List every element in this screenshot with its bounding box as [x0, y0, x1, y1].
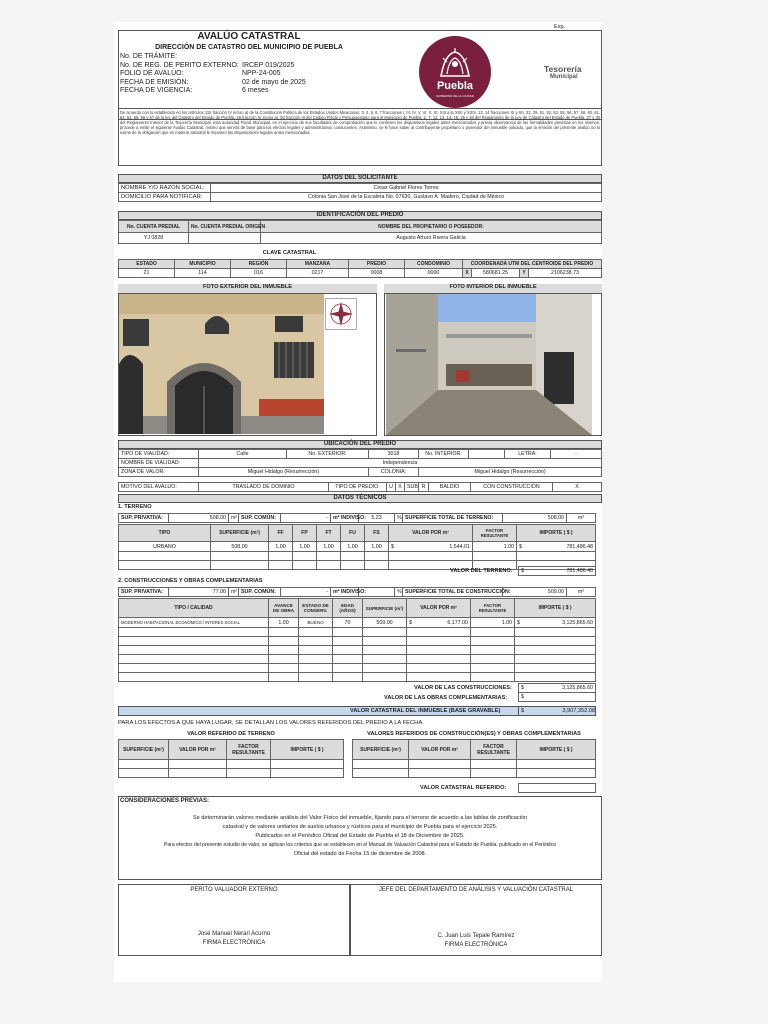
valor-constr-dollar: $ [521, 685, 524, 691]
colonia-label: COLONIA: [369, 468, 419, 477]
tipo-vialidad-value: Calle [199, 450, 287, 459]
valor-construcciones-label: VALOR DE LAS CONSTRUCCIONES: [414, 685, 512, 691]
constr-h-tipo: TIPO / CALIDAD [119, 599, 269, 618]
valor-constr-amount: 3,125,865.60 [562, 685, 593, 691]
tipo-predio-u: U [387, 483, 396, 492]
constr-sup-comun-value: - [281, 588, 331, 597]
ref-constr-h-valor: VALOR POR m² [409, 740, 471, 760]
m2-unit: m² [229, 514, 239, 523]
region-value: 016 [231, 269, 287, 278]
valor-constr-value [519, 684, 596, 693]
constr-pct-unit: % [395, 588, 403, 597]
constr-h-estado: ESTADO DE CONSERV. [299, 599, 333, 618]
terreno-importe-dollar: $ [519, 543, 522, 550]
tipo-predio-sub: SUB [405, 483, 419, 492]
puebla-logo [419, 36, 491, 108]
sup-privativa-label: SUP. PRIVATIVA: [119, 514, 169, 523]
constr-sup-comun-label: SUP. COMÚN: [239, 588, 281, 597]
zona-valor-value: Miguel Hidalgo (Resurrección) [199, 468, 369, 477]
sup-total-label: SUPERFICIE TOTAL DE TERRENO: [403, 514, 503, 523]
no-interior-label: No. INTERIOR: [419, 450, 469, 459]
constr-sup: 509.00 [363, 618, 407, 628]
cuenta-origen-value [189, 233, 261, 244]
vigencia-label: FECHA DE VIGENCIA: [120, 87, 193, 95]
legal-text: De acuerdo con lo establecido en los artículos 115 fracción IV inciso a) de la Constitución Política de los Estados Unidos Mexicanos, 3, 4, 5, 6, 7 fracciones I, III, IV, V, VI, X, XI, XIII a la XXII y XXIV, 13, 14 fracciones XI y XII, 23, 29, 51, 52, 53, 55, 56, 57, 58, 60, 61, 63, 64, 65, 66 y 67 de la ley del Catastro del Estado de Puebla, 28 fracción IV inciso a), 50 fracción III del Código Fiscal y Presupuestario para el Municipio de Puebla; 2, 7, 12, 13, 14, 15, 25 y 26 del Reglamento de la Ley de Catastro del Estado de Puebla, 27 y 30 del Reglamento Interior de la Tesorería Municipal, esta autoridad Fiscal Municipal, en el ejercicio de sus facultades de comprobación que le confieren los dispositivos legales antes mencionados y previa observancia de las formalidades previstas en los mismos, procede a emitir el siguiente Avalúo Catastral, mismo que servirá de base para los efectos legales y administrativos conducentes. Asimismo, se le hace saber al contribuyente propietario o poseedor del inmueble valuado, que la emisión del presente avalúo no lo exime de la obligación que en materia catastral le imponen las disposiciones legales antes mencionadas. [120, 110, 600, 135]
utm-y-label: Y [520, 269, 529, 278]
exterior-photo-title: FOTO EXTERIOR DEL INMUEBLE [118, 284, 377, 294]
municipio-header: MUNICIPIO [175, 260, 231, 269]
terreno-h-ft: FT [317, 525, 341, 542]
constr-m2-unit-2: m² [567, 588, 596, 597]
indiviso-label: m² INDIVISO: [331, 514, 359, 523]
predio-value: 0008 [349, 269, 405, 278]
terreno-h-valor: VALOR POR m² [389, 525, 473, 542]
motivo-table [118, 482, 602, 492]
predio-header-cell: PREDIO [349, 260, 405, 269]
valor-catastral-dollar: $ [521, 708, 525, 714]
predio-table [118, 220, 602, 244]
constr-sup-total-label: SUPERFICIE TOTAL DE CONSTRUCCIÓN: [403, 588, 503, 597]
logo-tagline: GOBIERNO DE LA CIUDAD [436, 94, 474, 98]
terreno-h-fs: FS [365, 525, 389, 542]
no-exterior-value: 3018 [369, 450, 419, 459]
consideracion-line-3: Publicados en el Periódico Oficial del Estado de Puebla el 18 de Diciembre de 2025. [255, 833, 465, 839]
ref-constr-h-sup: SUPERFICIE (m²) [353, 740, 409, 760]
valor-catastral-value: 3,907,352.08 [562, 708, 595, 714]
valor-referido-value [519, 784, 596, 793]
referido-terreno-table [118, 739, 344, 778]
valor-referido-box [518, 783, 596, 793]
terreno-h-tipo: TIPO [119, 525, 211, 542]
consideracion-line-1: Se determinarán valores mediante análisis del Valor Físico del inmueble, fijando para el terreno de acuerdo a las tablas de zonificación [192, 815, 528, 821]
valor-obras-label: VALOR DE LAS OBRAS COMPLEMENTARIAS: [384, 695, 508, 701]
ref-terreno-h-factor: FACTOR RESULTANTE [227, 740, 271, 760]
referido-constr-table [352, 739, 596, 778]
exterior-photo-image [119, 294, 324, 434]
valor-obras-dollar: $ [521, 694, 524, 700]
valor-terreno-label: VALOR DEL TERRENO: [450, 568, 513, 574]
jefe-signature-note: FIRMA ELECTRÓNICA [444, 942, 508, 948]
vigencia-value: 6 meses [242, 87, 269, 95]
condominio-header: CONDOMINIO [405, 260, 463, 269]
consideraciones-lines [118, 814, 602, 859]
tramite-value [242, 53, 306, 62]
ubicacion-title: UBICACIÓN DEL PREDIO [323, 441, 397, 447]
constr-sup-table [118, 587, 596, 597]
motivo-value: TRASLADO DE DOMINIO [199, 483, 329, 492]
propietario-value: Augusto Arturo Rivera Galicia [261, 233, 602, 244]
terreno-h-importe: IMPORTE ( $ ) [517, 525, 596, 542]
constr-importe-dollar: $ [517, 619, 520, 626]
domicilio-label: DOMICILIO PARA NOTIFICAR: [119, 193, 211, 202]
constr-valor [407, 618, 471, 628]
valor-terreno-box [518, 566, 596, 576]
valor-catastral-label: VALOR CATASTRAL DEL INMUEBLE (BASE GRAVABLE) [350, 708, 501, 714]
tramite-label: No. DE TRÁMITE: [120, 53, 178, 60]
sup-privativa-value: 508.00 [169, 514, 229, 523]
terreno-h-sup: SUPERFICIE (m²) [211, 525, 269, 542]
emision-value: 02 de mayo de 2025 [242, 78, 306, 86]
letra-label: LETRA: [505, 450, 551, 459]
construcciones-title: 2. CONSTRUCCIONES Y OBRAS COMPLEMENTARIAS [118, 578, 263, 584]
constr-h-avance: AVANCE DE OBRA [269, 599, 299, 618]
tesoreria-label: Tesorería [544, 64, 582, 74]
manzana-header: MANZANA [287, 260, 349, 269]
estado-value: 21 [119, 269, 175, 278]
cuenta-value: YJ 0828 [119, 233, 189, 244]
referido-terreno-title: VALOR REFERIDO DE TERRENO [187, 731, 275, 737]
terreno-valor-dollar: $ [391, 543, 394, 550]
terreno-h-ff: FF [269, 525, 293, 542]
constr-sup-total-value: 509.00 [503, 588, 567, 597]
constr-importe [515, 618, 596, 628]
ref-constr-h-factor: FACTOR RESULTANTE [471, 740, 517, 760]
constr-tipo: MODERNO HABITACIONAL ECONOMICO / INTERES SOCIAL [119, 618, 269, 628]
exp-label: Exp. [554, 24, 566, 30]
construccion-label: CON CONSTRUCCIÓN [471, 483, 553, 492]
ubicacion-table [118, 449, 602, 477]
consideracion-line-5: Oficial del estado de Fecha 15 de diciembre de 2008. [293, 851, 427, 857]
clave-title: CLAVE CATASTRAL [262, 250, 317, 256]
sup-comun-label: SUP. COMÚN: [239, 514, 281, 523]
manzana-value: 0217 [287, 269, 349, 278]
nombre-value: Cesar Gabriel Flores Torres [211, 184, 602, 193]
m2-unit-2: m² [567, 514, 596, 523]
constr-h-valor: VALOR POR m² [407, 599, 471, 618]
terreno-fs: 1.00 [365, 542, 389, 552]
terreno-importe-amount: 781,486.48 [566, 543, 593, 550]
header-fields [120, 53, 239, 96]
solicitante-title: DATOS DEL SOLICITANTE [322, 175, 398, 181]
tipo-predio-label: TIPO DE PREDIO: [329, 483, 387, 492]
compass-icon [325, 298, 357, 330]
header-values [242, 53, 306, 96]
consideraciones-title: CONSIDERACIONES PREVIAS: [120, 798, 210, 804]
terreno-factor: 1.00 [473, 542, 517, 552]
valor-terreno-value [519, 567, 596, 576]
ref-terreno-h-valor: VALOR POR m² [169, 740, 227, 760]
perito-signature-note: FIRMA ELECTRÓNICA [202, 940, 266, 946]
perito-title: PERITO VALUADOR EXTERNO [190, 887, 278, 893]
region-header: REGIÓN [231, 260, 287, 269]
consideracion-line-2: catastral y de valores unitarios de suelos urbanos y rústicos para el municipio de Puebla para el ejercicio 2025. [222, 824, 498, 830]
constr-h-factor: FACTOR RESULTANTE [471, 599, 515, 618]
terreno-table [118, 524, 596, 570]
jefe-name: C. Juan Luis Tepale Ramírez [437, 933, 515, 939]
emision-label: FECHA DE EMISIÓN: [120, 78, 189, 86]
clave-table [118, 259, 602, 278]
constr-edad: 70 [333, 618, 363, 628]
interior-photo-title: FOTO INTERIOR DEL INMUEBLE [384, 284, 602, 294]
valor-referido-label: VALOR CATASTRAL REFERIDO: [420, 785, 507, 791]
terreno-h-fu: FU [341, 525, 365, 542]
logo-text: Puebla [436, 80, 474, 92]
constr-importe-amount: 3,125,865.60 [562, 619, 593, 626]
valor-constr-box [518, 683, 596, 702]
tecnicos-title: DATOS TÉCNICOS [333, 495, 387, 501]
utm-y-value: 2106238.73 [529, 269, 602, 278]
terreno-sup: 508.00 [211, 542, 269, 552]
folio-value: NPP-24-005 [242, 70, 281, 78]
consideracion-line-4: Para efectos del presente estudio de valor, se aplican los criterios que se establecen en el Manual de Valuación Catastral para el Estado de Puebla, publicado en el Periódico [163, 842, 557, 848]
domicilio-value: Colonia San José de la Escalera No. 07630, Gustavo A. Madero, Ciudad de México [211, 193, 602, 202]
cuenta-header: No. CUENTA PREDIAL [119, 221, 189, 233]
valor-terreno-amount: 781,486.48 [566, 568, 593, 574]
construcciones-table [118, 598, 596, 682]
tipo-predio-r: R [419, 483, 429, 492]
predio-title: IDENTIFICACIÓN DEL PREDIO [316, 212, 404, 218]
appraisal-document [114, 22, 602, 982]
terreno-ft: 1.00 [317, 542, 341, 552]
constr-sup-privativa-value: 77.00 [169, 588, 229, 597]
terreno-sup-table [118, 513, 596, 523]
terreno-ff: 1.00 [269, 542, 293, 552]
perito-reg-value: IRCEP 019/2025 [242, 61, 295, 69]
tipo-vialidad-label: TIPO DE VIALIDAD: [119, 450, 199, 459]
utm-x-label: X [463, 269, 472, 278]
letra-value: - [551, 450, 602, 459]
terreno-valor-amount: 1,544.01 [449, 543, 470, 550]
constr-h-sup: SUPERFICIE (m²) [363, 599, 407, 618]
constr-estado: BUENO [299, 618, 333, 628]
constr-h-importe: IMPORTE ( $ ) [515, 599, 596, 618]
condominio-value: 0000 [405, 269, 463, 278]
perito-name: José Manuel Nerari Acurno [197, 931, 271, 937]
terreno-h-fp: FP [293, 525, 317, 542]
constr-valor-amount: 6,177.00 [447, 619, 468, 626]
cuenta-origen-header: No. CUENTA PREDIAL ORIGEN [189, 221, 261, 233]
constr-m2-unit: m² [229, 588, 239, 597]
ref-terreno-h-sup: SUPERFICIE (m²) [119, 740, 169, 760]
solicitante-table [118, 183, 602, 202]
terreno-fu: 1.00 [341, 542, 365, 552]
utm-x-value: 580681.25 [472, 269, 520, 278]
sup-total-value: 508.00 [503, 514, 567, 523]
nombre-vialidad-label: NOMBRE DE VIALIDAD: [119, 459, 199, 468]
colonia-value: Miguel Hidalgo (Resurrección) [419, 468, 602, 477]
pct-unit: % [395, 514, 403, 523]
estado-header: ESTADO [119, 260, 175, 269]
municipio-value: 114 [175, 269, 231, 278]
document-subtitle: DIRECCIÓN DE CATASTRO DEL MUNICIPIO DE PUEBLA [155, 44, 343, 51]
document-title: AVALÚO CATASTRAL [197, 31, 301, 42]
terreno-title: 1. TERRENO [118, 504, 152, 510]
nombre-label: NOMBRE Y/O RAZON SOCIAL: [119, 184, 211, 193]
ref-constr-h-importe: IMPORTE ( $ ) [517, 740, 596, 760]
utm-title: COORDENADA UTM DEL CENTROIDE DEL PREDIO [463, 260, 602, 269]
jefe-title: JEFE DEL DEPARTAMENTO DE ANÁLISIS Y VALUACIÓN CATASTRAL [378, 887, 574, 893]
construccion-mark: X [553, 483, 602, 492]
indiviso-value: 5.23 [359, 514, 395, 523]
no-interior-value [469, 450, 505, 459]
valor-catastral-box [518, 706, 597, 716]
constr-valor-dollar: $ [409, 619, 412, 626]
terreno-h-factor: FACTOR RESULTANTE [473, 525, 517, 542]
baldio-label: BALDÍO [429, 483, 471, 492]
no-exterior-label: No. EXTERIOR: [287, 450, 369, 459]
referidos-intro: PARA LOS EFECTOS A QUE HAYA LUGAR, SE DETALLAN LOS VALORES REFERIDOS DEL PREDIO A LA FECHA. [118, 720, 424, 726]
sup-comun-value: - [281, 514, 331, 523]
terreno-importe [517, 542, 596, 552]
nombre-vialidad-value: Independencia [199, 459, 602, 468]
ref-terreno-h-importe: IMPORTE ( $ ) [271, 740, 344, 760]
folio-label: FOLIO DE AVALÚO: [120, 70, 184, 78]
constr-avance: 1.00 [269, 618, 299, 628]
constr-h-edad: EDAD (AÑOS) [333, 599, 363, 618]
referido-constr-title: VALORES REFERIDOS DE CONSTRUCCIÓN(ES) Y OBRAS COMPLEMENTARIAS [367, 731, 581, 737]
municipal-label: Municipal [550, 74, 578, 80]
zona-valor-label: ZONA DE VALOR: [119, 468, 199, 477]
terreno-fp: 1.00 [293, 542, 317, 552]
propietario-header: NOMBRE DEL PROPIETARIO O POSEEDOR: [261, 221, 602, 233]
terreno-valor [389, 542, 473, 552]
motivo-label: MOTIVO DEL AVALUO: [119, 483, 199, 492]
constr-factor: 1.00 [471, 618, 515, 628]
constr-indiviso-label: m² INDIVISO: [331, 588, 359, 597]
constr-sup-privativa-label: SUP. PRIVATIVA: [119, 588, 169, 597]
valor-obras-value [519, 693, 596, 702]
terreno-tipo: URBANO [119, 542, 211, 552]
interior-photo-image [386, 294, 592, 435]
perito-reg-label: No. DE REG. DE PERITO EXTERNO: [120, 61, 239, 69]
valor-terreno-dollar: $ [521, 568, 524, 574]
tipo-predio-x: X [396, 483, 405, 492]
